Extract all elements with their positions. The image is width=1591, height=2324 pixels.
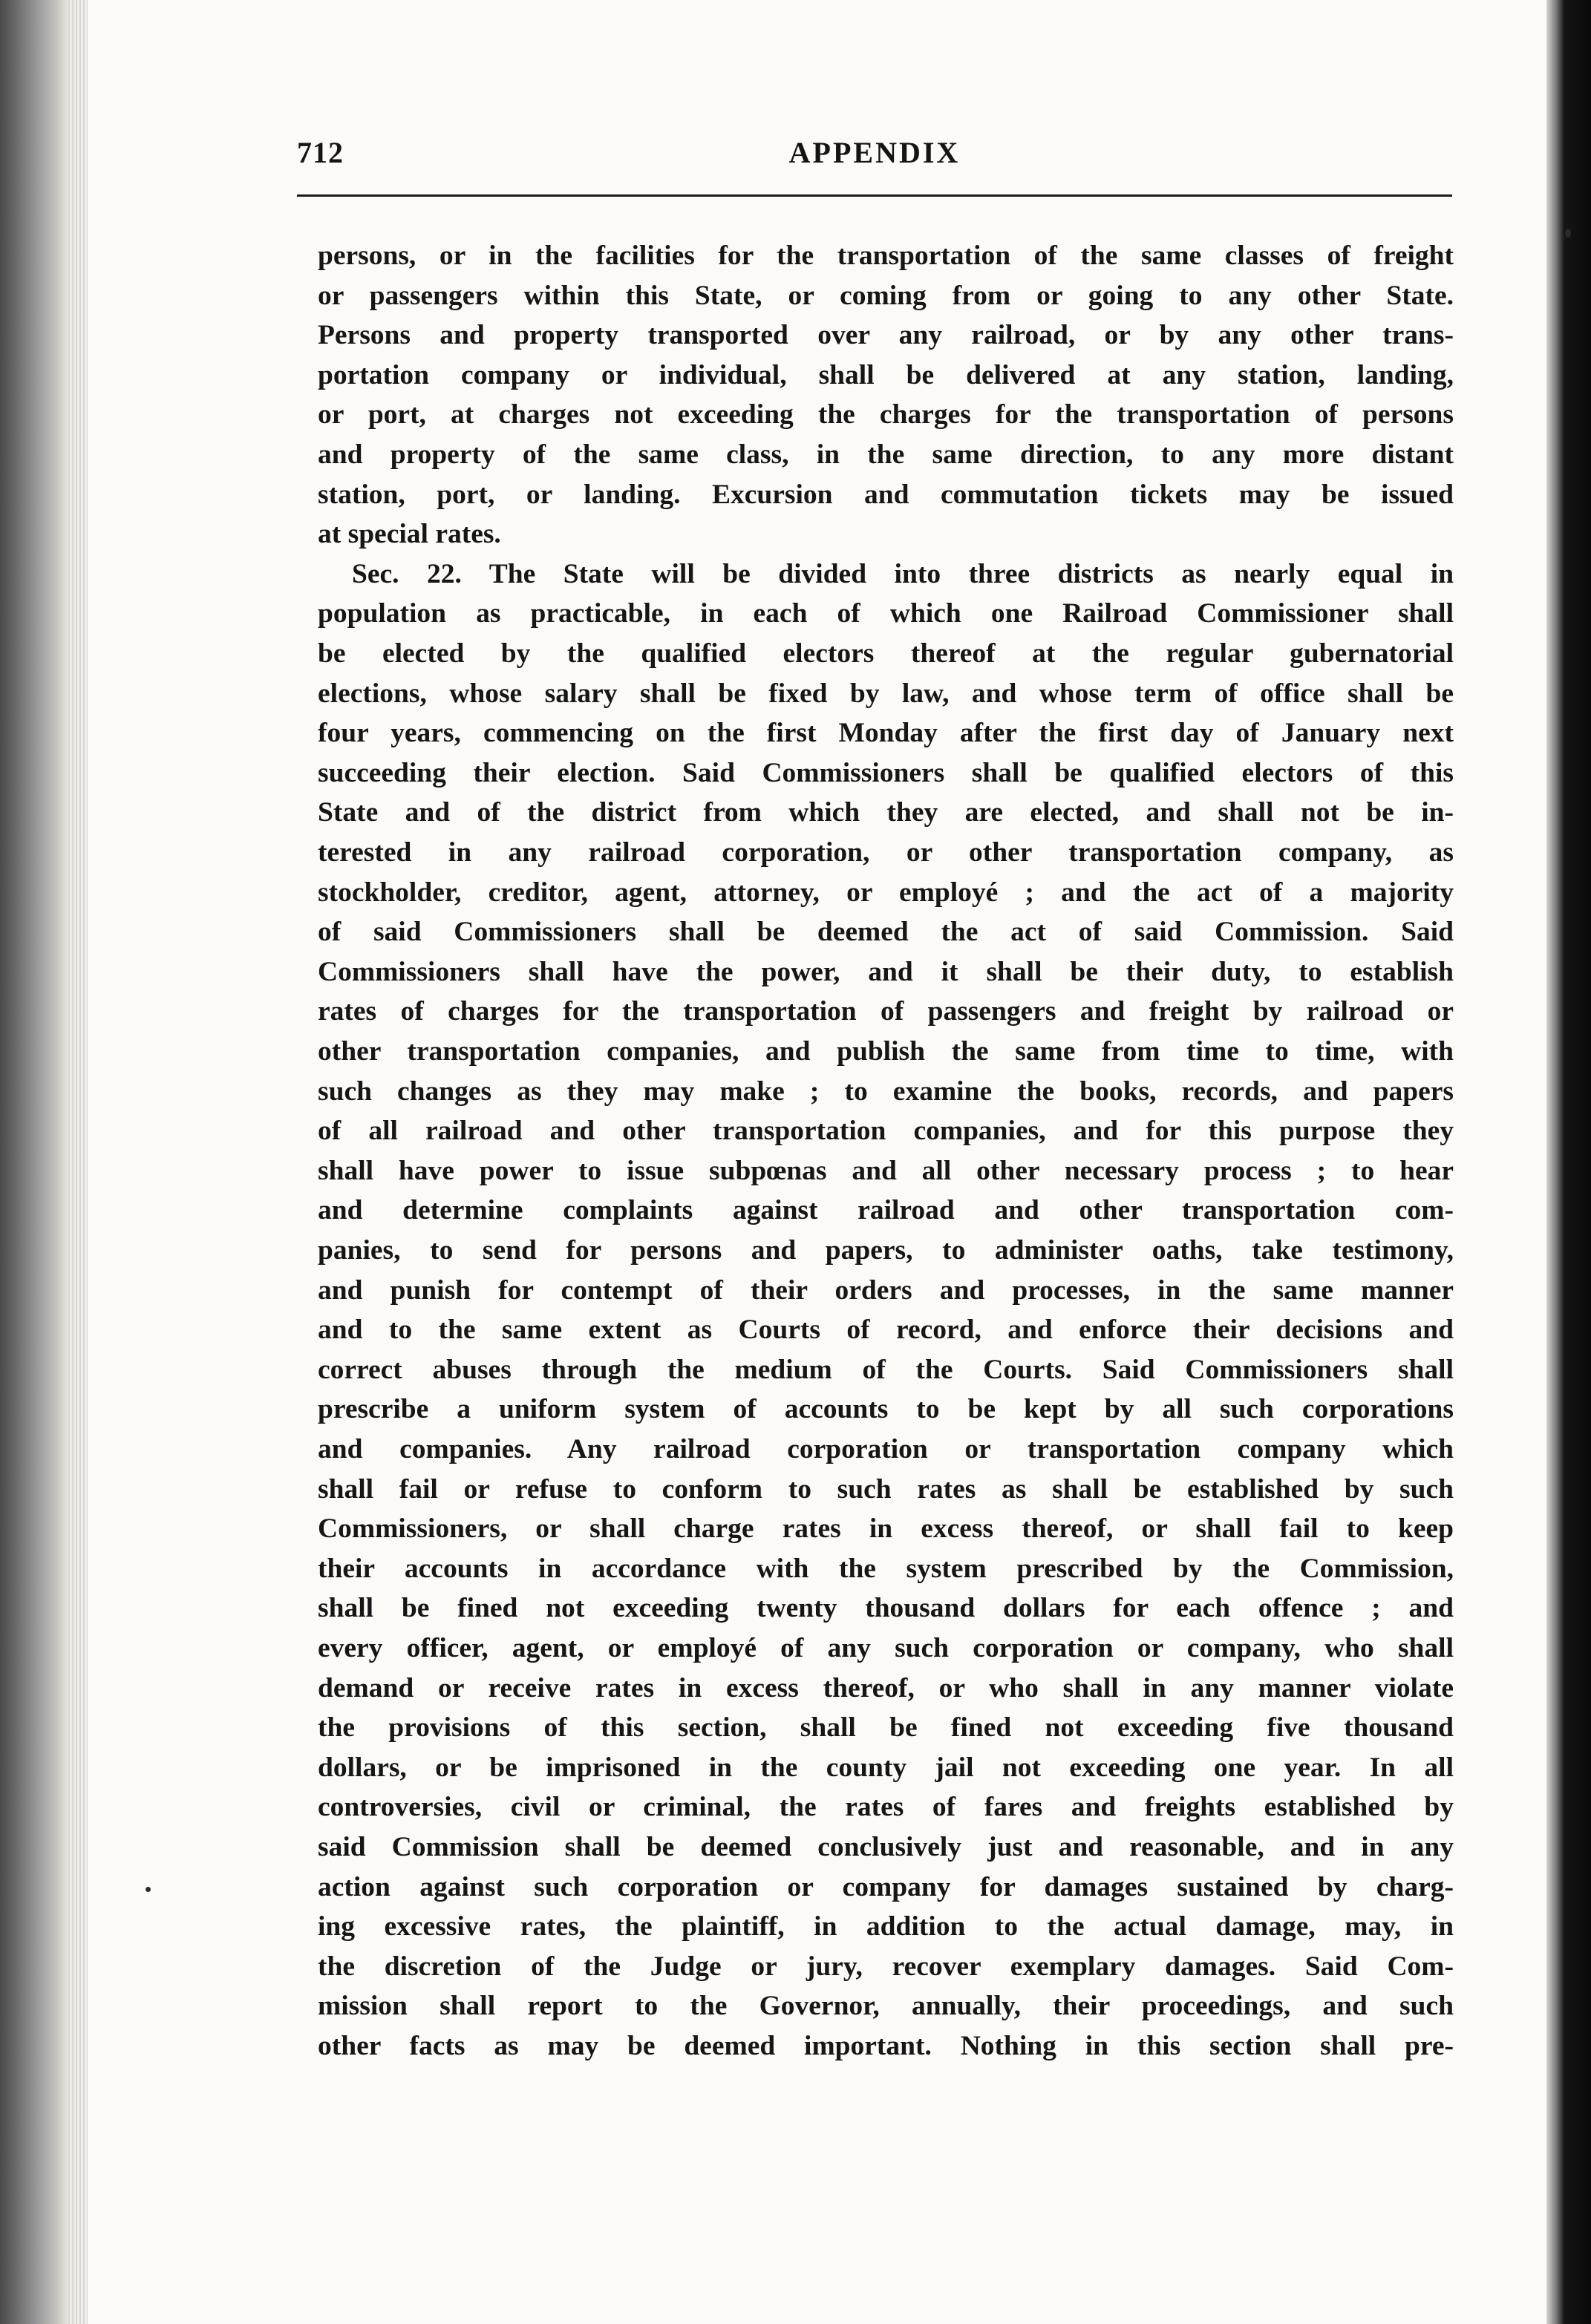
text-line: portation company or individual, shall be delivered at any station, landing, <box>318 359 1454 390</box>
text-line: said Commission shall be deemed conclusively just and reasonable, and in any <box>318 1832 1454 1862</box>
text-line: and to the same extent as Courts of record, and enforce their decisions and <box>318 1315 1454 1346</box>
text-line: population as practicable, in each of which one Railroad Commissioner shall <box>318 598 1454 629</box>
text-line: other facts as may be deemed important. Nothing in this section shall pre- <box>318 2031 1454 2061</box>
text-line: and companies. Any railroad corporation or transportation company which <box>318 1434 1454 1464</box>
text-line: elections, whose salary shall be fixed by law, and whose term of office shall be <box>318 678 1454 709</box>
text-line: other transportation companies, and publish the same from time to time, with <box>318 1036 1454 1067</box>
text-line: dollars, or be imprisoned in the county jail not exceeding one year. In all <box>318 1752 1454 1783</box>
text-line: every officer, agent, or employé of any such corporation or company, who shall <box>318 1633 1454 1663</box>
text-line: Sec. 22. The State will be divided into three districts as nearly equal in <box>352 558 1454 589</box>
text-line: controversies, civil or criminal, the rates of fares and freights established by <box>318 1792 1454 1823</box>
text-line: State and of the district from which they are elected, and shall not be in- <box>318 797 1454 828</box>
text-line: or port, at charges not exceeding the charges for the transportation of persons <box>318 399 1454 431</box>
text-line: of all railroad and other transportation companies, and for this purpose they <box>318 1116 1454 1147</box>
text-line: or passengers within this State, or coming from or going to any other State. <box>318 280 1454 311</box>
text-line: and punish for contempt of their orders and processes, in the same manner <box>318 1274 1454 1306</box>
text-line: such changes as they may make ; to examine the books, records, and papers <box>318 1076 1454 1107</box>
text-line: and property of the same class, in the same direction, to any more distant <box>318 439 1454 470</box>
page-number: 712 <box>297 136 344 169</box>
text-line: Commissioners shall have the power, and it shall be their duty, to establish <box>318 956 1454 987</box>
text-line: rates of charges for the transportation of passengers and freight by railroad or <box>318 996 1454 1027</box>
text-line: at special rates. <box>318 519 501 550</box>
text-line: stockholder, creditor, agent, attorney, or employé ; and the act of a majority <box>318 877 1454 908</box>
margin-speck <box>1565 229 1571 238</box>
text-line: succeeding their election. Said Commissioners shall be qualified electors of this <box>318 757 1454 788</box>
text-line: correct abuses through the medium of the Courts. Said Commissioners shall <box>318 1354 1454 1385</box>
text-line: demand or receive rates in excess thereof, or who shall in any manner violate <box>318 1672 1454 1703</box>
text-line: shall be fined not exceeding twenty thousand dollars for each offence ; and <box>318 1593 1454 1624</box>
header-title: APPENDIX <box>788 136 961 169</box>
text-line: shall fail or refuse to conform to such rates as shall be established by such <box>318 1473 1454 1505</box>
text-line: Commissioners, or shall charge rates in excess thereof, or shall fail to keep <box>318 1513 1454 1545</box>
text-line: mission shall report to the Governor, annually, their proceedings, and such <box>318 1991 1454 2022</box>
text-line: shall have power to issue subpœnas and all other necessary process ; to hear <box>318 1155 1454 1186</box>
text-line: their accounts in accordance with the system prescribed by the Commission, <box>318 1553 1454 1584</box>
text-line: and determine complaints against railroad and other transportation com- <box>318 1195 1454 1226</box>
text-line: four years, commencing on the first Monday after the first day of January next <box>318 718 1454 749</box>
text-line: of said Commissioners shall be deemed the act of said Commission. Said <box>318 917 1454 948</box>
text-line: station, port, or landing. Excursion and commutation tickets may be issued <box>318 479 1454 510</box>
text-line: persons, or in the facilities for the transportation of the same classes of freight <box>318 240 1454 271</box>
text-line: action against such corporation or company for damages sustained by charg- <box>318 1871 1454 1902</box>
text-line: Persons and property transported over any railroad, or by any other trans- <box>318 320 1454 351</box>
text-line: terested in any railroad corporation, or other transportation company, as <box>318 837 1454 868</box>
text-line: the discretion of the Judge or jury, recover exemplary damages. Said Com- <box>318 1951 1454 1982</box>
text-line: ing excessive rates, the plaintiff, in addition to the actual damage, may, in <box>318 1911 1454 1942</box>
text-line: panies, to send for persons and papers, to administer oaths, take testimony, <box>318 1235 1454 1266</box>
text-line: the provisions of this section, shall be fined not exceeding five thousand <box>318 1712 1454 1744</box>
text-line: be elected by the qualified electors thereof at the regular gubernatorial <box>318 638 1454 669</box>
margin-speck <box>146 1887 151 1892</box>
text-line: prescribe a uniform system of accounts to be kept by all such corporations <box>318 1394 1454 1425</box>
